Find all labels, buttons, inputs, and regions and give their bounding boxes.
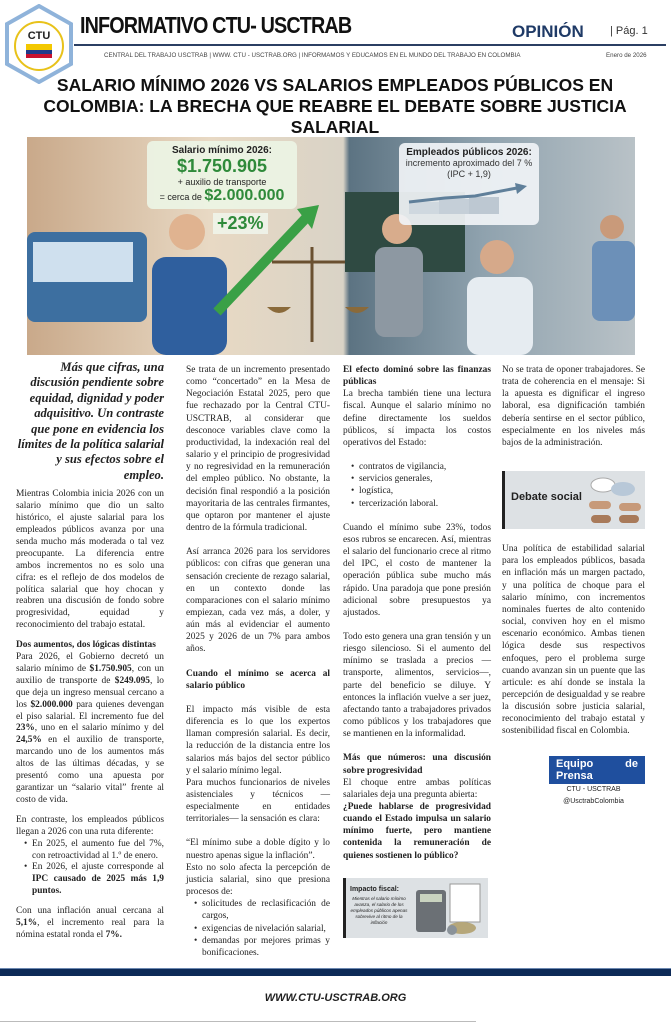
paragraph: Todo esto genera una gran tensión y un riesgo silencioso. Si el aumento del mínimo se traslada a precios —transporte, alimentos, servicios—, parte del beneficio se diluye. Y entonces la inflación vuelve a ser juez, afectando tanto a trabajadores privados como públicos y los trabajadores que se mantienen en la informalidad.: [343, 631, 491, 740]
newsletter-brand: INFORMATIVO CTU- USCTRAB: [80, 12, 352, 38]
section-label: OPINIÓN: [512, 22, 584, 41]
paragraph: No se trata de oponer trabajadores. Se trata de coherencia en el mensaje: Si la apuesta es dignificar el ingreso laboral, esa dignificación también debería sentirse en el sector público, especialmente en los niveles más bajos de la administración.: [502, 365, 645, 448]
pull-quote: Más que cifras, una discusión pendiente sobre equidad, dignidad y poder adquisitivo. Un contraste que pone en evidencia los límites de la política salarial y sus efectos sobre el empleo.: [17, 360, 164, 482]
paragraph: Para 2026, el Gobierno decretó un salario mínimo de $1.750.905, con un auxilio de transporte de $249.095, lo que deja un ingreso mensual cercano a los $2.000.000 para quienes devengan el piso salarial. El incremento fue del 23%, uno en el salario mínimo y del 24,5% en el auxilio de transporte, marcando uno de los aumentos más altos de las últimas décadas, y se presentó como una apuesta por garantizar un “salario vital” frente al costo de vida.: [16, 652, 164, 805]
footer-url[interactable]: WWW.CTU-USCTRAB.ORG: [264, 992, 407, 1004]
footer-bar: [0, 968, 671, 976]
column-2: [186, 364, 330, 971]
callout-amount: $1.750.905: [176, 156, 268, 176]
hero-illustration: [27, 137, 635, 355]
issue-date: Enero de 2026: [606, 52, 647, 59]
key-question: ¿Puede hablarse de progresividad cuando el Estado impulsa un salario mínimo fuerte, pero mantiene contenida la remuneración de quienes sostienen lo público?: [343, 802, 491, 861]
callout-total: = cerca de $2.000.000: [159, 187, 285, 204]
growth-chart-icon: [405, 180, 533, 216]
list-item: • En 2025, el aumento fue del 7%, con retroactividad al 1.º de enero.: [24, 839, 164, 863]
subheading: Cuando el mínimo se acerca al salario público: [186, 668, 330, 691]
article-headline: SALARIO MÍNIMO 2026 VS SALARIOS EMPLEADOS PÚBLICOS EN COLOMBIA: LA BRECHA QUE REABRE EL DEBATE SOBRE JUSTICIA SALARIAL: [43, 75, 627, 137]
handshake-speech-icon: [585, 475, 645, 527]
subheading: Más que números: una discusión sobre progresividad: [343, 753, 491, 776]
hero-image: [27, 137, 635, 355]
signature-handle: @UsctrabColombia: [563, 798, 624, 806]
bullet-list: [194, 898, 330, 959]
footer-divider: [0, 1021, 476, 1022]
fiscal-impact-image: [343, 878, 488, 938]
minimum-wage-callout: [147, 141, 297, 209]
public-employees-callout: [399, 143, 539, 225]
paragraph: El impacto más visible de esta diferencia es lo que los expertos llaman compresión salarial. Es decir, la reducción de la distancia entre los salarios más bajos del sector público y el salario mínimo legal.: [186, 704, 330, 776]
paragraph: Cuando el mínimo sube 23%, todos esos rubros se encarecen. Así, mientras el salario del funcionario crece al ritmo del IPC, el costo de mantener la operación pública sube mucho más rápido. Una paradoja que pone presión adicional sobre presupuestos ya ajustados.: [343, 522, 491, 618]
list-item: • solicitudes de reclasificación de cargos,: [194, 898, 330, 922]
list-item: • En 2026, el ajuste corresponde al IPC causado de 2025 más 1,9 puntos.: [24, 862, 164, 898]
header-divider: [74, 44, 666, 46]
page-number: | Pág. 1: [610, 25, 648, 37]
ctu-logo: [4, 4, 74, 84]
paragraph: Esto no solo afecta la percepción de justicia salarial, sino que presiona procesos de:: [186, 862, 330, 898]
list-item: • exigencias de nivelación salarial,: [194, 923, 330, 935]
list-item: • contratos de vigilancia,: [351, 461, 491, 473]
quote-paragraph: “El mínimo sube a doble dígito y lo nuestro apenas sigue la inflación”.: [186, 838, 330, 861]
image-title: Debate social: [511, 491, 582, 504]
column-1: [16, 360, 164, 950]
calculator-money-icon: [412, 882, 488, 936]
list-item: • demandas por mejores primas y bonificaciones.: [194, 935, 330, 959]
callout-title: Empleados públicos 2026:: [406, 147, 532, 158]
column-3: [343, 364, 491, 952]
increase-percent: +23%: [213, 213, 268, 234]
list-item: • tercerización laboral.: [351, 498, 491, 510]
list-item: • servicios generales,: [351, 473, 491, 485]
bullet-list: [351, 461, 491, 510]
callout-transport: + auxilio de transporte: [177, 177, 267, 187]
bullet-list: [24, 839, 164, 899]
paragraph: La brecha también tiene una lectura fiscal. Aunque el salario mínimo no define directamente los sueldos públicos, sí impacta los costos operativos del Estado:: [343, 389, 491, 448]
subheading: Dos aumentos, dos lógicas distintas: [16, 640, 156, 651]
paragraph: Así arranca 2026 para los servidores públicos: con cifras que generan una sensación creciente de rezago salarial, en un contexto donde las comparaciones con el salario mínimo empiezan, cada vez más, a doler, y aún más al evidenciar el aumento 2025 y 2026 de un 7% para ambos años.: [186, 547, 330, 655]
list-item: • logística,: [351, 485, 491, 497]
paragraph: Una política de estabilidad salarial para los empleados públicos, basada en inflación más un margen pactado, y una política de choque para el salario mínimo, con incrementos nominales fuertes de alto contenido social, conviven hoy en el mismo escenario económico. Ambas tienen lógica desde sus respectivos enfoques, pero el problema surge cuando avanzan sin un puente que las articule: es ahí donde se instala la percepción de desigualdad y se reabre la discusión sobre justicia salarial, reconocimiento del trabajo estatal y sostenibilidad fiscal en Colombia.: [502, 544, 645, 737]
paragraph: El choque entre ambas políticas salariales deja una pregunta abierta:: [343, 777, 491, 800]
paragraph: En contraste, los empleados públicos llegan a 2026 con una ruta diferente:: [16, 814, 164, 837]
tagline: CENTRAL DEL TRABAJO USCTRAB | WWW. CTU - USCTRAB.ORG | INFORMAMOS Y EDUCAMOS EN EL MUNDO DEL TRABAJO EN COLOMBIA: [104, 52, 521, 59]
callout-subtitle: incremento aproximado del 7 % (IPC + 1,9): [405, 158, 533, 179]
paragraph: Con una inflación anual cercana al 5,1%, el incremento real para la nómina estatal ronda el 7%.: [16, 906, 164, 940]
press-team-badge: Equipo de Prensa: [549, 756, 645, 784]
paragraph: Mientras Colombia inicia 2026 con un salario mínimo que dio un salto histórico, el ajuste salarial para los empleados públicos avanza por una senda mucho más moderada o tal vez preocupante. La diferencia entre ambos incrementos no es solo una cifra: es el reflejo de dos modelos de política salarial que hoy chocan y reabren una discusión de fondo sobre progresividad, equidad y reconocimiento del trabajo estatal.: [16, 489, 164, 631]
image-title: Impacto fiscal:: [350, 885, 400, 893]
column-4: [502, 364, 645, 808]
subheading: El efecto dominó sobre las finanzas públicas: [343, 365, 491, 388]
paragraph: Se trata de un incremento presentado como “concertado” en la Mesa de Negociación Estatal 2025, pero que fue rechazado por la Central CTU-USCTRAB, al considerar que desconoce variables clave como la productividad, la indexación real del salario y el principio de progresividad y no regresividad en la remuneración del empleo público. No obstante, la decisión final respondió a la posición mayoritaria de las centrales firmantes, que optaron por mantener el ajuste dentro de la fórmula tradicional.: [186, 365, 330, 534]
svg-text:CTU: CTU: [27, 30, 51, 42]
paragraph: Para muchos funcionarios de niveles asistenciales y técnicos —especialmente en entidades territoriales— la sensación es clara:: [186, 777, 330, 825]
callout-title: Salario mínimo 2026:: [171, 145, 273, 156]
social-debate-image: [502, 471, 645, 529]
signature-org: CTU - USCTRAB: [566, 785, 621, 793]
image-caption: Mientras el salario mínimo avanza, el salario de los empleados públicos apenas sobrevive al ritmo de la inflación: [350, 895, 408, 925]
